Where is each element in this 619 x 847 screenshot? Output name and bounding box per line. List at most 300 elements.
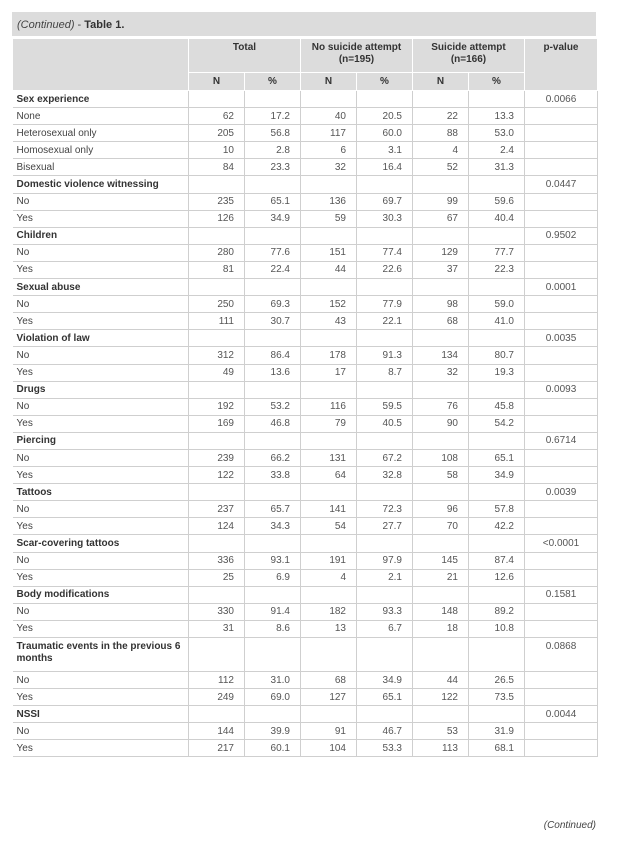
percent-cell: 59.0 bbox=[469, 296, 525, 313]
empty-cell bbox=[357, 484, 413, 501]
percent-cell: 77.9 bbox=[357, 296, 413, 313]
count-cell: 116 bbox=[301, 398, 357, 415]
empty-cell bbox=[469, 227, 525, 244]
percent-cell: 73.5 bbox=[469, 689, 525, 706]
section-row bbox=[13, 227, 598, 244]
empty-cell bbox=[525, 347, 598, 364]
percent-cell: 19.3 bbox=[469, 364, 525, 381]
row-label: Yes bbox=[13, 518, 189, 535]
row-label: Yes bbox=[13, 364, 189, 381]
empty-cell bbox=[525, 193, 598, 210]
empty-cell bbox=[189, 91, 245, 108]
percent-cell: 31.0 bbox=[245, 672, 301, 689]
header-group-no-attempt: No suicide attempt (n=195) bbox=[301, 39, 413, 73]
count-cell: 122 bbox=[413, 689, 469, 706]
count-cell: 111 bbox=[189, 313, 245, 330]
percent-cell: 31.9 bbox=[469, 723, 525, 740]
empty-cell bbox=[357, 176, 413, 193]
table-row bbox=[13, 415, 598, 432]
section-name: Body modifications bbox=[13, 586, 189, 603]
percent-cell: 53.3 bbox=[357, 740, 413, 757]
percent-cell: 34.3 bbox=[245, 518, 301, 535]
empty-cell bbox=[357, 279, 413, 296]
count-cell: 6 bbox=[301, 142, 357, 159]
row-label: None bbox=[13, 108, 189, 125]
empty-cell bbox=[189, 176, 245, 193]
empty-cell bbox=[469, 586, 525, 603]
empty-cell bbox=[525, 603, 598, 620]
percent-cell: 2.1 bbox=[357, 569, 413, 586]
row-label: No bbox=[13, 449, 189, 466]
empty-cell bbox=[469, 91, 525, 108]
table-row bbox=[13, 347, 598, 364]
percent-cell: 22.1 bbox=[357, 313, 413, 330]
table-row bbox=[13, 296, 598, 313]
empty-cell bbox=[525, 364, 598, 381]
section-name: Violation of law bbox=[13, 330, 189, 347]
percent-cell: 22.6 bbox=[357, 261, 413, 278]
percent-cell: 40.5 bbox=[357, 415, 413, 432]
section-name: Piercing bbox=[13, 432, 189, 449]
percent-cell: 20.5 bbox=[357, 108, 413, 125]
percent-cell: 27.7 bbox=[357, 518, 413, 535]
header-n: N bbox=[189, 73, 245, 91]
percent-cell: 53.0 bbox=[469, 125, 525, 142]
percent-cell: 65.1 bbox=[469, 449, 525, 466]
empty-cell bbox=[525, 501, 598, 518]
empty-cell bbox=[301, 706, 357, 723]
table-row bbox=[13, 244, 598, 261]
empty-cell bbox=[357, 638, 413, 672]
percent-cell: 23.3 bbox=[245, 159, 301, 176]
p-value-cell: 0.0868 bbox=[525, 638, 598, 672]
empty-cell bbox=[189, 706, 245, 723]
percent-cell: 54.2 bbox=[469, 415, 525, 432]
table-row bbox=[13, 518, 598, 535]
p-value-cell: 0.0001 bbox=[525, 279, 598, 296]
empty-cell bbox=[413, 91, 469, 108]
row-label: No bbox=[13, 723, 189, 740]
section-name: Sexual abuse bbox=[13, 279, 189, 296]
percent-cell: 60.1 bbox=[245, 740, 301, 757]
section-row bbox=[13, 432, 598, 449]
percent-cell: 12.6 bbox=[469, 569, 525, 586]
count-cell: 96 bbox=[413, 501, 469, 518]
count-cell: 280 bbox=[189, 244, 245, 261]
count-cell: 25 bbox=[189, 569, 245, 586]
percent-cell: 65.7 bbox=[245, 501, 301, 518]
empty-cell bbox=[525, 620, 598, 637]
empty-cell bbox=[301, 330, 357, 347]
empty-cell bbox=[413, 535, 469, 552]
percent-cell: 53.2 bbox=[245, 398, 301, 415]
count-cell: 312 bbox=[189, 347, 245, 364]
count-cell: 4 bbox=[413, 142, 469, 159]
count-cell: 44 bbox=[413, 672, 469, 689]
percent-cell: 68.1 bbox=[469, 740, 525, 757]
count-cell: 141 bbox=[301, 501, 357, 518]
count-cell: 104 bbox=[301, 740, 357, 757]
header-group-attempt: Suicide attempt (n=166) bbox=[413, 39, 525, 73]
empty-cell bbox=[357, 706, 413, 723]
table-row bbox=[13, 364, 598, 381]
row-label: No bbox=[13, 296, 189, 313]
count-cell: 17 bbox=[301, 364, 357, 381]
section-row bbox=[13, 535, 598, 552]
empty-cell bbox=[245, 432, 301, 449]
p-value-cell: 0.0039 bbox=[525, 484, 598, 501]
p-value-cell: 0.0447 bbox=[525, 176, 598, 193]
table-row bbox=[13, 261, 598, 278]
count-cell: 178 bbox=[301, 347, 357, 364]
table-body bbox=[13, 91, 598, 757]
empty-cell bbox=[525, 672, 598, 689]
percent-cell: 86.4 bbox=[245, 347, 301, 364]
count-cell: 4 bbox=[301, 569, 357, 586]
empty-cell bbox=[413, 330, 469, 347]
count-cell: 144 bbox=[189, 723, 245, 740]
percent-cell: 33.8 bbox=[245, 467, 301, 484]
data-table bbox=[12, 38, 598, 757]
p-value-cell: 0.0044 bbox=[525, 706, 598, 723]
count-cell: 205 bbox=[189, 125, 245, 142]
percent-cell: 6.7 bbox=[357, 620, 413, 637]
row-label: Heterosexual only bbox=[13, 125, 189, 142]
empty-cell bbox=[413, 586, 469, 603]
percent-cell: 13.3 bbox=[469, 108, 525, 125]
count-cell: 182 bbox=[301, 603, 357, 620]
percent-cell: 26.5 bbox=[469, 672, 525, 689]
row-label: Yes bbox=[13, 261, 189, 278]
table-row bbox=[13, 620, 598, 637]
count-cell: 31 bbox=[189, 620, 245, 637]
empty-cell bbox=[525, 125, 598, 142]
count-cell: 22 bbox=[413, 108, 469, 125]
table-caption bbox=[12, 12, 596, 38]
row-label: No bbox=[13, 552, 189, 569]
empty-cell bbox=[525, 159, 598, 176]
table-row bbox=[13, 108, 598, 125]
empty-cell bbox=[189, 330, 245, 347]
section-name: Domestic violence witnessing bbox=[13, 176, 189, 193]
count-cell: 54 bbox=[301, 518, 357, 535]
header-group-total: Total bbox=[189, 39, 301, 73]
count-cell: 40 bbox=[301, 108, 357, 125]
count-cell: 62 bbox=[189, 108, 245, 125]
count-cell: 191 bbox=[301, 552, 357, 569]
percent-cell: 87.4 bbox=[469, 552, 525, 569]
empty-cell bbox=[245, 91, 301, 108]
count-cell: 239 bbox=[189, 449, 245, 466]
percent-cell: 8.7 bbox=[357, 364, 413, 381]
table-row bbox=[13, 193, 598, 210]
empty-cell bbox=[413, 279, 469, 296]
empty-cell bbox=[189, 227, 245, 244]
percent-cell: 30.7 bbox=[245, 313, 301, 330]
table-row bbox=[13, 398, 598, 415]
empty-cell bbox=[301, 484, 357, 501]
empty-cell bbox=[189, 586, 245, 603]
caption-prefix: (Continued) bbox=[17, 19, 75, 31]
table-row bbox=[13, 501, 598, 518]
table-row bbox=[13, 210, 598, 227]
percent-cell: 46.7 bbox=[357, 723, 413, 740]
count-cell: 76 bbox=[413, 398, 469, 415]
empty-cell bbox=[469, 330, 525, 347]
empty-cell bbox=[189, 638, 245, 672]
count-cell: 44 bbox=[301, 261, 357, 278]
empty-cell bbox=[525, 552, 598, 569]
section-name: Sex experience bbox=[13, 91, 189, 108]
percent-cell: 34.9 bbox=[469, 467, 525, 484]
count-cell: 49 bbox=[189, 364, 245, 381]
section-row bbox=[13, 706, 598, 723]
p-value-cell: 0.0093 bbox=[525, 381, 598, 398]
header-n: N bbox=[301, 73, 357, 91]
count-cell: 68 bbox=[301, 672, 357, 689]
percent-cell: 56.8 bbox=[245, 125, 301, 142]
percent-cell: 46.8 bbox=[245, 415, 301, 432]
count-cell: 91 bbox=[301, 723, 357, 740]
empty-cell bbox=[301, 227, 357, 244]
percent-cell: 77.4 bbox=[357, 244, 413, 261]
empty-cell bbox=[525, 723, 598, 740]
row-label: No bbox=[13, 501, 189, 518]
section-row bbox=[13, 586, 598, 603]
count-cell: 124 bbox=[189, 518, 245, 535]
empty-cell bbox=[525, 398, 598, 415]
row-label: No bbox=[13, 398, 189, 415]
empty-cell bbox=[189, 279, 245, 296]
count-cell: 112 bbox=[189, 672, 245, 689]
table-container bbox=[12, 12, 596, 757]
count-cell: 81 bbox=[189, 261, 245, 278]
count-cell: 152 bbox=[301, 296, 357, 313]
caption-sep: - bbox=[74, 19, 85, 31]
empty-cell bbox=[525, 518, 598, 535]
count-cell: 79 bbox=[301, 415, 357, 432]
percent-cell: 30.3 bbox=[357, 210, 413, 227]
empty-cell bbox=[413, 381, 469, 398]
p-value-cell: 0.0035 bbox=[525, 330, 598, 347]
percent-cell: 89.2 bbox=[469, 603, 525, 620]
count-cell: 59 bbox=[301, 210, 357, 227]
percent-cell: 66.2 bbox=[245, 449, 301, 466]
count-cell: 84 bbox=[189, 159, 245, 176]
count-cell: 148 bbox=[413, 603, 469, 620]
section-name: Tattoos bbox=[13, 484, 189, 501]
empty-cell bbox=[525, 740, 598, 757]
table-row bbox=[13, 672, 598, 689]
count-cell: 108 bbox=[413, 449, 469, 466]
p-value-cell: 0.6714 bbox=[525, 432, 598, 449]
percent-cell: 22.3 bbox=[469, 261, 525, 278]
empty-cell bbox=[525, 313, 598, 330]
empty-cell bbox=[413, 484, 469, 501]
percent-cell: 34.9 bbox=[245, 210, 301, 227]
table-row bbox=[13, 159, 598, 176]
count-cell: 136 bbox=[301, 193, 357, 210]
section-name: Traumatic events in the previous 6 months bbox=[13, 638, 189, 672]
row-label: No bbox=[13, 672, 189, 689]
percent-cell: 42.2 bbox=[469, 518, 525, 535]
table-row bbox=[13, 603, 598, 620]
count-cell: 126 bbox=[189, 210, 245, 227]
p-value-cell: <0.0001 bbox=[525, 535, 598, 552]
percent-cell: 2.4 bbox=[469, 142, 525, 159]
row-label: Yes bbox=[13, 313, 189, 330]
empty-cell bbox=[301, 279, 357, 296]
empty-cell bbox=[245, 279, 301, 296]
empty-cell bbox=[245, 176, 301, 193]
count-cell: 151 bbox=[301, 244, 357, 261]
empty-cell bbox=[245, 706, 301, 723]
percent-cell: 39.9 bbox=[245, 723, 301, 740]
percent-cell: 93.1 bbox=[245, 552, 301, 569]
section-row bbox=[13, 330, 598, 347]
empty-cell bbox=[413, 706, 469, 723]
empty-cell bbox=[525, 415, 598, 432]
section-row bbox=[13, 381, 598, 398]
empty-cell bbox=[469, 535, 525, 552]
footer-continued: (Continued) bbox=[543, 820, 596, 831]
empty-cell bbox=[189, 535, 245, 552]
empty-cell bbox=[525, 689, 598, 706]
count-cell: 88 bbox=[413, 125, 469, 142]
row-label: No bbox=[13, 347, 189, 364]
count-cell: 237 bbox=[189, 501, 245, 518]
count-cell: 43 bbox=[301, 313, 357, 330]
row-label: No bbox=[13, 244, 189, 261]
table-row bbox=[13, 689, 598, 706]
table-row bbox=[13, 449, 598, 466]
row-label: Yes bbox=[13, 620, 189, 637]
count-cell: 117 bbox=[301, 125, 357, 142]
empty-cell bbox=[189, 484, 245, 501]
count-cell: 58 bbox=[413, 467, 469, 484]
count-cell: 32 bbox=[413, 364, 469, 381]
p-value-cell: 0.0066 bbox=[525, 91, 598, 108]
row-label: Homosexual only bbox=[13, 142, 189, 159]
section-row bbox=[13, 638, 598, 672]
count-cell: 68 bbox=[413, 313, 469, 330]
percent-cell: 91.3 bbox=[357, 347, 413, 364]
empty-cell bbox=[525, 210, 598, 227]
percent-cell: 41.0 bbox=[469, 313, 525, 330]
empty-cell bbox=[301, 91, 357, 108]
empty-cell bbox=[469, 279, 525, 296]
header-pct: % bbox=[245, 73, 301, 91]
p-value-cell: 0.1581 bbox=[525, 586, 598, 603]
empty-cell bbox=[357, 330, 413, 347]
row-label: No bbox=[13, 603, 189, 620]
count-cell: 330 bbox=[189, 603, 245, 620]
count-cell: 169 bbox=[189, 415, 245, 432]
empty-cell bbox=[469, 432, 525, 449]
percent-cell: 45.8 bbox=[469, 398, 525, 415]
percent-cell: 8.6 bbox=[245, 620, 301, 637]
empty-cell bbox=[245, 227, 301, 244]
header-blank bbox=[13, 39, 189, 91]
row-label: Yes bbox=[13, 740, 189, 757]
section-row bbox=[13, 279, 598, 296]
percent-cell: 60.0 bbox=[357, 125, 413, 142]
percent-cell: 57.8 bbox=[469, 501, 525, 518]
empty-cell bbox=[525, 108, 598, 125]
count-cell: 67 bbox=[413, 210, 469, 227]
caption-label: Table 1. bbox=[84, 19, 125, 31]
count-cell: 249 bbox=[189, 689, 245, 706]
table-header bbox=[13, 39, 598, 91]
count-cell: 98 bbox=[413, 296, 469, 313]
count-cell: 129 bbox=[413, 244, 469, 261]
empty-cell bbox=[189, 381, 245, 398]
count-cell: 217 bbox=[189, 740, 245, 757]
count-cell: 131 bbox=[301, 449, 357, 466]
percent-cell: 31.3 bbox=[469, 159, 525, 176]
empty-cell bbox=[525, 244, 598, 261]
section-row bbox=[13, 176, 598, 193]
count-cell: 32 bbox=[301, 159, 357, 176]
percent-cell: 2.8 bbox=[245, 142, 301, 159]
section-name: Drugs bbox=[13, 381, 189, 398]
empty-cell bbox=[245, 638, 301, 672]
empty-cell bbox=[413, 227, 469, 244]
percent-cell: 91.4 bbox=[245, 603, 301, 620]
percent-cell: 16.4 bbox=[357, 159, 413, 176]
count-cell: 336 bbox=[189, 552, 245, 569]
percent-cell: 22.4 bbox=[245, 261, 301, 278]
empty-cell bbox=[469, 381, 525, 398]
empty-cell bbox=[245, 535, 301, 552]
percent-cell: 67.2 bbox=[357, 449, 413, 466]
empty-cell bbox=[413, 638, 469, 672]
empty-cell bbox=[301, 638, 357, 672]
header-pct: % bbox=[469, 73, 525, 91]
percent-cell: 69.3 bbox=[245, 296, 301, 313]
percent-cell: 10.8 bbox=[469, 620, 525, 637]
row-label: Yes bbox=[13, 689, 189, 706]
empty-cell bbox=[525, 261, 598, 278]
empty-cell bbox=[245, 586, 301, 603]
empty-cell bbox=[413, 432, 469, 449]
table-row bbox=[13, 142, 598, 159]
percent-cell: 93.3 bbox=[357, 603, 413, 620]
count-cell: 250 bbox=[189, 296, 245, 313]
percent-cell: 32.8 bbox=[357, 467, 413, 484]
count-cell: 52 bbox=[413, 159, 469, 176]
table-row bbox=[13, 125, 598, 142]
empty-cell bbox=[413, 176, 469, 193]
section-name: Children bbox=[13, 227, 189, 244]
row-label: Yes bbox=[13, 210, 189, 227]
table-row bbox=[13, 723, 598, 740]
section-row bbox=[13, 484, 598, 501]
section-name: NSSI bbox=[13, 706, 189, 723]
count-cell: 37 bbox=[413, 261, 469, 278]
percent-cell: 65.1 bbox=[357, 689, 413, 706]
header-pvalue: p-value bbox=[525, 39, 598, 91]
table-row bbox=[13, 313, 598, 330]
empty-cell bbox=[301, 586, 357, 603]
row-label: Yes bbox=[13, 569, 189, 586]
count-cell: 192 bbox=[189, 398, 245, 415]
count-cell: 13 bbox=[301, 620, 357, 637]
count-cell: 113 bbox=[413, 740, 469, 757]
count-cell: 145 bbox=[413, 552, 469, 569]
row-label: Yes bbox=[13, 415, 189, 432]
percent-cell: 3.1 bbox=[357, 142, 413, 159]
